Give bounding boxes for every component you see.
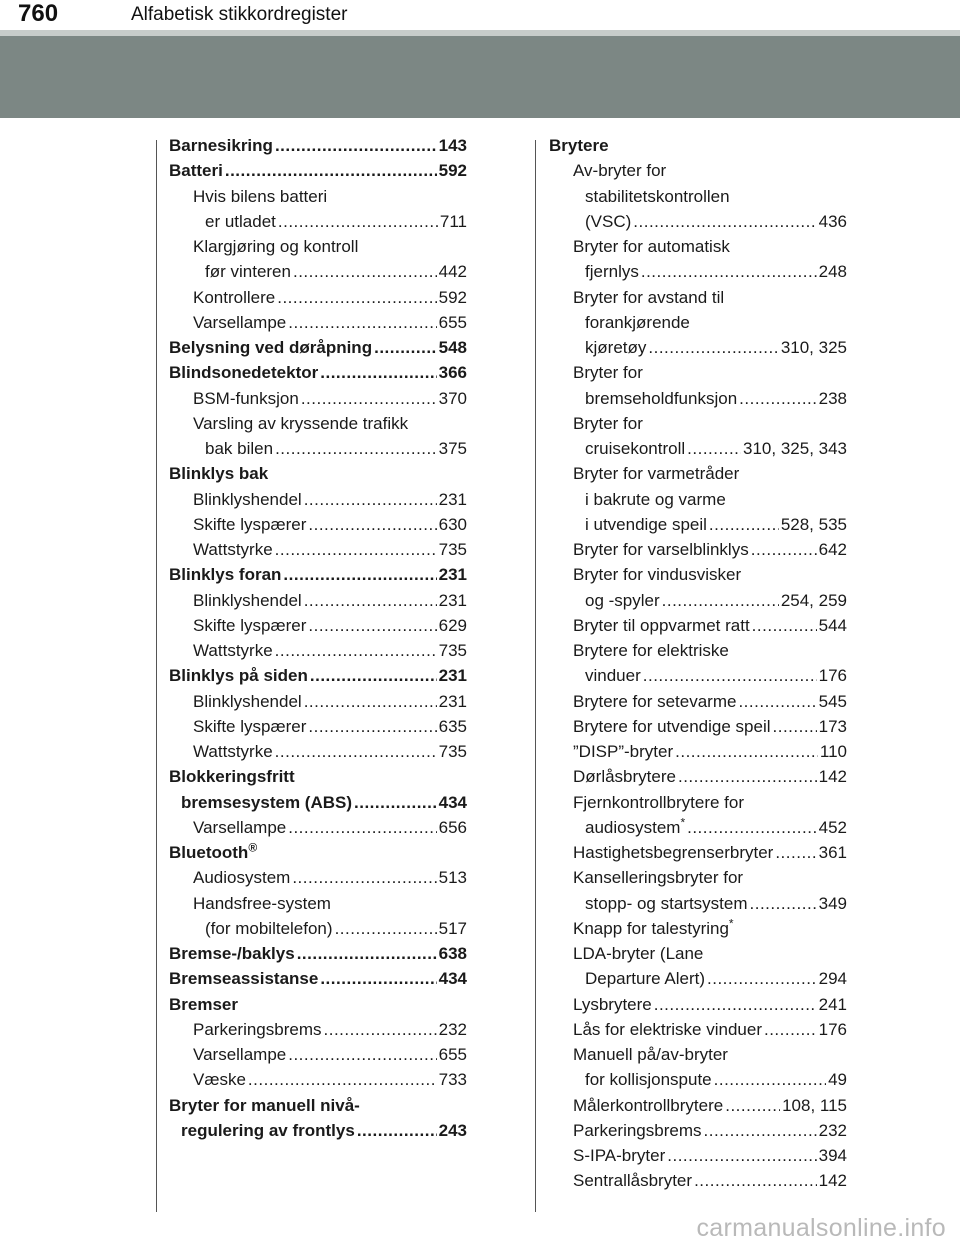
index-entry — [549, 386, 847, 411]
index-entry-page: 49 — [828, 1070, 847, 1090]
index-entry-page: 143 — [438, 136, 467, 155]
index-entry-term: cruisekontroll — [585, 439, 686, 458]
index-entry — [549, 562, 847, 587]
index-entry — [169, 411, 467, 436]
index-entry — [549, 285, 847, 310]
index-entry — [549, 790, 847, 815]
right-column-rule — [535, 140, 536, 1212]
index-entry-page: 638 — [438, 944, 467, 963]
index-entry — [169, 184, 467, 209]
dot-leader — [738, 689, 816, 714]
dot-leader — [354, 790, 437, 815]
dot-leader — [288, 815, 436, 840]
index-entry-page: 655 — [438, 312, 467, 332]
superscript-mark: ® — [248, 840, 258, 855]
dot-leader — [308, 613, 436, 638]
dot-leader — [288, 310, 436, 335]
dot-leader — [335, 916, 437, 941]
index-entry-page: 733 — [438, 1070, 467, 1090]
index-entry — [169, 764, 467, 789]
index-entry-page: 592 — [438, 161, 467, 181]
index-entry-term: Bryter for — [573, 363, 643, 383]
dot-leader — [301, 386, 437, 411]
index-entry-page: 528, 535 — [780, 514, 847, 534]
index-entry — [549, 764, 847, 789]
index-entry-term: Belysning ved døråpning — [169, 338, 373, 357]
index-entry-term: Kanselleringsbryter for — [573, 868, 744, 888]
index-entry — [549, 613, 847, 638]
index-entry-term: Målerkontrollbrytere — [573, 1095, 724, 1115]
index-entry — [549, 209, 847, 234]
index-entry-page: 735 — [438, 742, 467, 761]
index-entry — [169, 588, 467, 613]
index-entry-page: 294 — [818, 969, 847, 989]
index-entry-term: Varsellampe — [193, 312, 287, 332]
header-band — [0, 36, 960, 118]
index-entry-page: 545 — [818, 691, 847, 711]
index-column-left — [169, 133, 467, 1143]
index-entry — [549, 487, 847, 512]
index-entry — [549, 537, 847, 562]
index-entry-term: Bryter for — [573, 413, 643, 433]
index-entry — [169, 537, 467, 562]
index-entry-term: audiosystem* — [585, 815, 686, 837]
index-entry-term: Blokkeringsfritt — [169, 767, 295, 787]
index-entry — [169, 335, 467, 360]
index-entry-term: Blinklys foran — [169, 565, 282, 585]
index-entry-term: Bryter for varmetråder — [573, 464, 740, 484]
index-entry-page: 436 — [818, 211, 847, 231]
dot-leader — [751, 537, 817, 562]
index-entry-term: Blinklyshendel — [193, 691, 302, 711]
dot-leader — [739, 386, 816, 411]
index-entry-term: Wattstyrke — [193, 641, 273, 660]
index-entry — [169, 1042, 467, 1067]
index-entry — [169, 285, 467, 310]
index-entry — [549, 512, 847, 537]
dot-leader — [694, 1168, 817, 1193]
index-entry — [169, 840, 467, 865]
index-entry-term: Bluetooth® — [169, 840, 258, 862]
index-entry-term: Bryter for avstand til — [573, 287, 725, 307]
index-entry-page: 548 — [438, 338, 467, 357]
dot-leader — [275, 739, 437, 764]
dot-leader — [707, 966, 817, 991]
index-entry-term: Bremse-/baklys — [169, 944, 295, 963]
index-entry — [549, 133, 847, 158]
dot-leader — [654, 992, 817, 1017]
index-entry-page: 656 — [438, 817, 467, 837]
index-entry-page: 176 — [818, 1019, 847, 1039]
index-entry — [169, 739, 467, 764]
index-entry-term: Dørlåsbrytere — [573, 767, 676, 787]
index-entry-page: 655 — [438, 1045, 467, 1064]
index-entry-term: kjøretøy — [585, 338, 647, 357]
index-entry — [549, 360, 847, 385]
dot-leader — [750, 891, 817, 916]
index-entry — [549, 310, 847, 335]
index-entry-page: 544 — [818, 615, 847, 635]
dot-leader — [275, 436, 437, 461]
index-entry-term: fjernlys — [585, 262, 639, 282]
index-entry-term: Sentrallåsbryter — [573, 1171, 693, 1191]
index-entry-page: 176 — [818, 666, 847, 686]
index-entry-term: Fjernkontrollbrytere for — [573, 792, 745, 812]
index-entry — [549, 436, 847, 461]
index-entry-page: 635 — [438, 716, 467, 736]
index-entry — [169, 891, 467, 916]
index-entry-page: 231 — [438, 666, 467, 686]
dot-leader — [764, 1017, 817, 1042]
index-entry — [169, 1017, 467, 1042]
index-entry-term: Handsfree-system — [193, 893, 331, 913]
index-entry-term: Wattstyrke — [193, 742, 273, 761]
dot-leader — [225, 158, 437, 183]
index-entry — [549, 1168, 847, 1193]
index-entry-term: Parkeringsbrems — [573, 1120, 702, 1140]
index-entry-term: er utladet — [205, 211, 276, 231]
index-entry — [549, 1118, 847, 1143]
index-entry — [549, 259, 847, 284]
index-entry-page: 630 — [438, 514, 467, 534]
index-entry — [169, 562, 467, 587]
dot-leader — [641, 259, 817, 284]
dot-leader — [687, 815, 817, 840]
page-number: 760 — [18, 0, 59, 27]
index-entry-term: Brytere for utvendige speil — [573, 716, 771, 736]
dot-leader — [643, 663, 817, 688]
index-entry-page: 142 — [818, 1171, 847, 1191]
index-entry — [169, 1067, 467, 1092]
dot-leader — [775, 840, 816, 865]
index-entry-term: Kontrollere — [193, 287, 276, 307]
index-entry-term: stabilitetskontrollen — [585, 186, 730, 206]
index-entry — [169, 638, 467, 663]
index-entry-term: Wattstyrke — [193, 540, 273, 559]
index-entry-term: Knapp for talestyring* — [573, 916, 734, 938]
index-entry — [549, 158, 847, 183]
index-entry-term: Lysbrytere — [573, 994, 652, 1014]
dot-leader — [293, 259, 437, 284]
index-entry-term: vinduer — [585, 666, 641, 686]
index-entry-term: Bremseassistanse — [169, 969, 319, 989]
index-entry-page: 243 — [438, 1120, 467, 1140]
index-entry — [549, 966, 847, 991]
dot-leader — [310, 663, 437, 688]
dot-leader — [304, 689, 437, 714]
index-entry-page: 241 — [818, 994, 847, 1014]
index-entry — [549, 1143, 847, 1168]
index-entry-page: 110 — [819, 742, 847, 761]
page-header — [0, 0, 960, 30]
dot-leader — [275, 133, 437, 158]
dot-leader — [374, 335, 437, 360]
dot-leader — [714, 1067, 826, 1092]
index-entry-page: 442 — [438, 262, 467, 282]
index-entry-term: Batteri — [169, 161, 223, 181]
index-entry-term: Brytere — [549, 136, 609, 155]
dot-leader — [275, 638, 437, 663]
index-entry — [169, 689, 467, 714]
index-entry-page: 735 — [438, 540, 467, 559]
index-entry-page: 248 — [818, 262, 847, 282]
index-entry — [169, 310, 467, 335]
index-entry-term: og -spyler — [585, 590, 660, 610]
index-entry-term: Bryter for vindusvisker — [573, 565, 742, 585]
index-entry-page: 735 — [438, 641, 467, 660]
dot-leader — [320, 360, 436, 385]
index-entry — [549, 1017, 847, 1042]
index-entry-term: Væske — [193, 1070, 246, 1090]
index-entry — [169, 916, 467, 941]
index-entry — [169, 1118, 467, 1143]
dot-leader — [288, 1042, 436, 1067]
index-entry-term: Blindsonedetektor — [169, 363, 319, 383]
index-entry — [169, 966, 467, 991]
index-entry-page: 629 — [438, 615, 467, 635]
index-entry — [549, 1042, 847, 1067]
index-entry-page: 370 — [438, 388, 467, 408]
index-entry-term: Varsellampe — [193, 817, 287, 837]
index-entry — [169, 992, 467, 1017]
index-entry — [169, 133, 467, 158]
index-entry-term: bak bilen — [205, 439, 274, 458]
index-entry-term: Blinklys bak — [169, 464, 269, 484]
index-entry-page: 711 — [439, 211, 467, 231]
dot-leader — [662, 588, 779, 613]
index-entry-page: 142 — [818, 767, 847, 787]
index-entry-term: bremsesystem (ABS) — [181, 792, 353, 812]
index-entry — [549, 941, 847, 966]
index-entry-term: regulering av frontlys — [181, 1120, 355, 1140]
index-entry — [549, 335, 847, 360]
index-entry-term: Bremser — [169, 994, 238, 1014]
index-entry — [549, 916, 847, 941]
index-entry — [549, 865, 847, 890]
index-entry-page: 310, 325, 343 — [743, 439, 847, 458]
dot-leader — [297, 941, 437, 966]
index-entry — [169, 487, 467, 512]
index-entry-page: 592 — [438, 287, 467, 307]
index-entry-term: S-IPA-bryter — [573, 1146, 666, 1165]
index-entry — [169, 234, 467, 259]
dot-leader — [308, 714, 436, 739]
index-entry-term: Av-bryter for — [573, 161, 667, 181]
index-entry-page: 310, 325 — [780, 338, 847, 357]
index-entry — [169, 512, 467, 537]
index-entry — [169, 790, 467, 815]
index-entry — [169, 613, 467, 638]
index-entry-term: (for mobiltelefon) — [205, 918, 333, 938]
index-column-right — [549, 133, 847, 1194]
index-entry-page: 231 — [438, 489, 467, 509]
index-entry-term: bremseholdfunksjon — [585, 388, 738, 408]
index-entry-term: Varsellampe — [193, 1045, 287, 1064]
index-entry — [549, 840, 847, 865]
index-entry-term: Bryter til oppvarmet ratt — [573, 615, 750, 635]
index-entry-term: Bryter for varselblinklys — [573, 540, 749, 559]
index-entry-term: Bryter for automatisk — [573, 237, 730, 256]
dot-leader — [308, 512, 436, 537]
index-entry — [549, 663, 847, 688]
index-entry-term: Skifte lyspærer — [193, 615, 307, 635]
index-entry — [169, 461, 467, 486]
dot-leader — [633, 209, 816, 234]
index-entry — [169, 815, 467, 840]
dot-leader — [725, 1093, 780, 1118]
index-entry-page: 452 — [818, 817, 847, 837]
index-entry — [549, 891, 847, 916]
index-entry-term: Barnesikring — [169, 136, 273, 155]
index-entry-term: LDA-bryter (Lane — [573, 944, 704, 963]
dot-leader — [292, 865, 436, 890]
dot-leader — [324, 1017, 437, 1042]
index-entry-term: Hvis bilens batteri — [193, 186, 328, 206]
index-entry — [549, 234, 847, 259]
superscript-mark: * — [680, 815, 686, 830]
index-entry — [549, 689, 847, 714]
index-entry — [169, 865, 467, 890]
index-entry-page: 434 — [438, 792, 467, 812]
index-entry — [549, 714, 847, 739]
index-entry — [169, 360, 467, 385]
index-entry-term: Lås for elektriske vinduer — [573, 1019, 762, 1039]
dot-leader — [304, 487, 437, 512]
index-entry — [549, 815, 847, 840]
index-entry-term: for kollisjonspute — [585, 1070, 712, 1090]
dot-leader — [704, 1118, 817, 1143]
index-entry-term: Parkeringsbrems — [193, 1019, 322, 1039]
index-entry-page: 173 — [818, 716, 847, 736]
index-entry — [549, 1093, 847, 1118]
index-entry — [169, 714, 467, 739]
dot-leader — [357, 1118, 437, 1143]
index-entry — [169, 209, 467, 234]
index-entry-page: 361 — [818, 843, 847, 862]
index-entry-term: BSM-funksjon — [193, 388, 299, 408]
section-title: Alfabetisk stikkordregister — [131, 4, 348, 25]
index-entry — [549, 1067, 847, 1092]
index-entry-term: Varsling av kryssende trafikk — [193, 413, 409, 433]
dot-leader — [678, 764, 817, 789]
index-entry — [549, 461, 847, 486]
index-entry-page: 349 — [818, 893, 847, 913]
dot-leader — [248, 1067, 437, 1092]
index-entry-term: Brytere for setevarme — [573, 691, 737, 711]
index-entry — [169, 1093, 467, 1118]
index-entry — [549, 588, 847, 613]
left-column-rule — [156, 140, 157, 1212]
index-entry-term: Blinklyshendel — [193, 590, 302, 610]
dot-leader — [283, 562, 436, 587]
index-entry-page: 513 — [438, 868, 467, 888]
index-entry — [169, 158, 467, 183]
index-entry — [169, 663, 467, 688]
index-entry-term: Skifte lyspærer — [193, 514, 307, 534]
index-entry-term: Blinklyshendel — [193, 489, 302, 509]
index-entry — [549, 992, 847, 1017]
watermark: carmanualsonline.info — [696, 1214, 946, 1242]
dot-leader — [687, 436, 741, 461]
dot-leader — [278, 209, 438, 234]
index-entry-term: i bakrute og varme — [585, 489, 726, 509]
dot-leader — [304, 588, 437, 613]
index-entry — [169, 941, 467, 966]
index-entry-page: 231 — [438, 691, 467, 711]
index-entry-term: stopp- og startsystem — [585, 893, 748, 913]
dot-leader — [752, 613, 817, 638]
index-entry-term: Skifte lyspærer — [193, 716, 307, 736]
index-entry-page: 375 — [438, 439, 467, 458]
index-entry-page: 434 — [438, 969, 467, 989]
index-entry-page: 231 — [438, 565, 467, 585]
index-entry-page: 232 — [818, 1120, 847, 1140]
index-entry-term: (VSC) — [585, 211, 632, 231]
index-entry-page: 254, 259 — [780, 590, 847, 610]
dot-leader — [277, 285, 436, 310]
index-entry-term: Audiosystem — [193, 868, 291, 888]
index-entry-term: forankjørende — [585, 312, 690, 332]
index-entry-page: 366 — [438, 363, 467, 383]
index-entry — [169, 259, 467, 284]
dot-leader — [675, 739, 818, 764]
index-entry — [549, 411, 847, 436]
index-entry-page: 517 — [438, 918, 467, 938]
index-entry-page: 231 — [438, 590, 467, 610]
index-entry-page: 642 — [818, 540, 847, 559]
index-entry — [549, 638, 847, 663]
index-entry-term: Brytere for elektriske — [573, 641, 729, 660]
index-entry-term: Klargjøring og kontroll — [193, 237, 359, 256]
index-entry-term: Departure Alert) — [585, 969, 705, 989]
index-entry-term: i utvendige speil — [585, 514, 707, 534]
index-entry-term: ”DISP”-bryter — [573, 742, 674, 761]
index-entry — [549, 739, 847, 764]
dot-leader — [320, 966, 436, 991]
index-entry-term: Bryter for manuell nivå- — [169, 1095, 360, 1115]
index-entry-term: Blinklys på siden — [169, 666, 308, 686]
superscript-mark: * — [728, 916, 734, 931]
index-entry-term: Manuell på/av-bryter — [573, 1045, 728, 1064]
index-entry-page: 232 — [438, 1019, 467, 1039]
dot-leader — [667, 1143, 816, 1168]
dot-leader — [648, 335, 778, 360]
index-entry — [169, 386, 467, 411]
dot-leader — [275, 537, 437, 562]
index-entry-page: 394 — [818, 1146, 847, 1165]
index-entry-term: før vinteren — [205, 262, 291, 282]
index-entry — [549, 184, 847, 209]
index-entry-term: Hastighetsbegrenserbryter — [573, 843, 774, 862]
dot-leader — [773, 714, 817, 739]
index-entry-page: 108, 115 — [782, 1095, 847, 1115]
index-entry — [169, 436, 467, 461]
dot-leader — [709, 512, 779, 537]
index-entry-page: 238 — [818, 388, 847, 408]
